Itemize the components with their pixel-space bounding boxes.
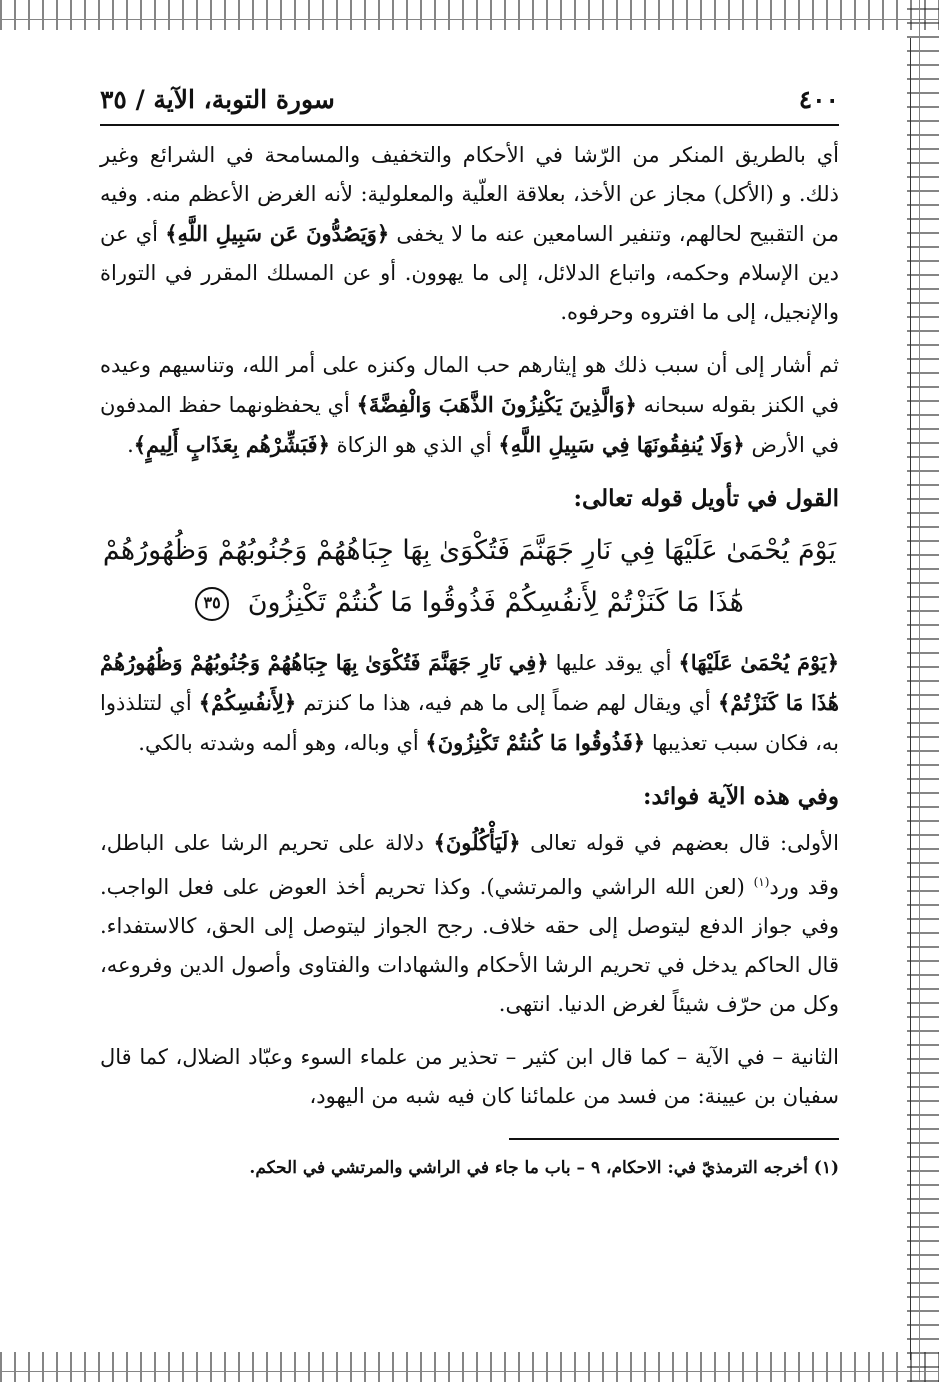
verse-text: هَٰذَا مَا كَنَزْتُمْ لِأَنفُسِكُمْ فَذُوقُوا مَا كُنتُمْ تَكْنِزُونَ xyxy=(247,587,744,618)
decorative-border-right xyxy=(907,0,939,1382)
text-span: أي لتتلذذوا به، فكان سبب تعذيبها xyxy=(100,691,839,755)
footnote-divider xyxy=(509,1138,839,1140)
text-span: أي ويقال لهم ضماً إلى ما هم فيه، هذا ما كنزتم xyxy=(303,691,711,715)
decorative-border-bottom xyxy=(0,1352,939,1382)
paragraph-5: الثانية – في الآية – كما قال ابن كثير – تحذير من علماء السوء وعبّاد الضلال، كما قال سفيان بن عيينة: من فسد من علمائنا كان فيه شبه من اليهود، xyxy=(100,1045,839,1108)
quran-quote: ﴿فَبَشِّرْهُم بِعَذَابٍ أَلِيمٍ﴾ xyxy=(133,432,330,457)
quran-quote: ﴿فَذُوقُوا مَا كُنتُمْ تَكْنِزُونَ﴾ xyxy=(425,730,646,755)
verse-line-2 xyxy=(100,577,839,629)
verse-line-1: يَوْمَ يُحْمَىٰ عَلَيْهَا فِي نَارِ جَهَنَّمَ فَتُكْوَىٰ بِهَا جِبَاهُهُمْ وَجُنُوبُهُمْ وَظُهُورُهُمْ xyxy=(102,535,837,566)
border-inner-rule xyxy=(910,38,911,1360)
text-span: أي وباله، وهو ألمه وشدته بالكي. xyxy=(138,731,419,755)
quran-quote: ﴿وَالَّذِينَ يَكْنِزُونَ الذَّهَبَ وَالْفِضَّةَ﴾ xyxy=(356,392,637,417)
quran-quote: ﴿وَلَا يُنفِقُونَهَا فِي سَبِيلِ اللَّهِ﴾ xyxy=(498,432,745,457)
paragraph-4 xyxy=(100,823,839,1024)
quran-quote: ﴿وَيَصُدُّونَ عَن سَبِيلِ اللَّهِ﴾ xyxy=(165,221,390,246)
footnote-text: (١) أخرجه الترمذيّ في: الاحكام، ٩ – باب ما جاء في الراشي والمرتشي في الحكم. xyxy=(249,1158,839,1178)
text-span: . xyxy=(127,433,134,457)
text-span: أي الذي هو الزكاة xyxy=(336,433,492,457)
text-span: أي يحفظونهما حفظ المدفون في الأرض xyxy=(100,393,839,457)
footnote-reference[interactable]: (١) xyxy=(753,875,770,889)
text-span: أي عن دين الإسلام وحكمه، واتباع الدلائل، إلى ما يهوون. أو عن المسلك المقرر في التوراة والإنجيل، إلى ما افتروه وحرفوه. xyxy=(100,222,839,324)
paragraph-2 xyxy=(100,346,839,465)
text-span: (لعن الله الراشي والمرتشي). وكذا تحريم أخذ العوض على فعل الواجب. وفي جواز الدفع ليتوصل إلى حقه خلاف. رجح الجواز ليتوصل إلى الحق، كالاستفداء. قال الحاكم يدخل في تحريم الرشا الأحكام والشهادات والفتاوى وأصول الدين وفروعه، وكل من حرّف شيئاً لغرض الدنيا. انتهى. xyxy=(100,875,839,1016)
page-number: ٤٠٠ xyxy=(798,84,839,114)
text-span: أي يوقد عليها xyxy=(555,651,672,675)
quran-quote: ﴿لَيَأْكُلُونَ﴾ xyxy=(433,830,521,855)
ayah-number-marker: ٣٥ xyxy=(195,587,229,621)
book-page xyxy=(100,78,839,1342)
section-heading: القول في تأويل قوله تعالى: xyxy=(573,485,839,512)
surah-reference: سورة التوبة، الآية / ٣٥ xyxy=(100,84,335,114)
header-rule xyxy=(100,124,839,126)
quran-quote: ﴿لِأَنفُسِكُمْ﴾ xyxy=(198,690,297,715)
text-span: ثم أشار إلى أن سبب ذلك هو إيثارهم حب المال وكنزه على أمر الله، وتناسيهم وعيده في الكنز بقوله سبحانه xyxy=(100,353,840,417)
page-header xyxy=(100,78,839,120)
quran-quote: ﴿فِي نَارِ جَهَنَّمَ فَتُكْوَىٰ بِهَا جِبَاهُهُمْ وَجُنُوبُهُمْ وَظُهُورُهُمْ هَٰذَا مَا كَنَزْتُمْ﴾ xyxy=(100,650,839,715)
section-heading: وفي هذه الآية فوائد: xyxy=(642,783,839,810)
text-span: دلالة على تحريم الرشا على الباطل، وقد ورد xyxy=(100,831,839,899)
paragraph-1 xyxy=(100,136,839,332)
text-span: الأولى: قال بعضهم في قوله تعالى xyxy=(530,831,839,855)
quran-quote: ﴿يَوْمَ يُحْمَىٰ عَلَيْهَا﴾ xyxy=(678,650,839,675)
paragraph-3 xyxy=(100,643,839,763)
quran-verse-block xyxy=(100,525,839,629)
text-span: أي بالطريق المنكر من الرّشا في الأحكام والتخفيف والمسامحة في الشرائع وغير ذلك. و (الأكل) مجاز عن الأخذ، بعلاقة العلّية والمعلولية: لأنه الغرض الأعظم منه. وفيه من التقبيح لحالهم، وتنفير السامعين عنه ما لا يخفى xyxy=(100,143,839,246)
decorative-border-top xyxy=(0,0,939,30)
